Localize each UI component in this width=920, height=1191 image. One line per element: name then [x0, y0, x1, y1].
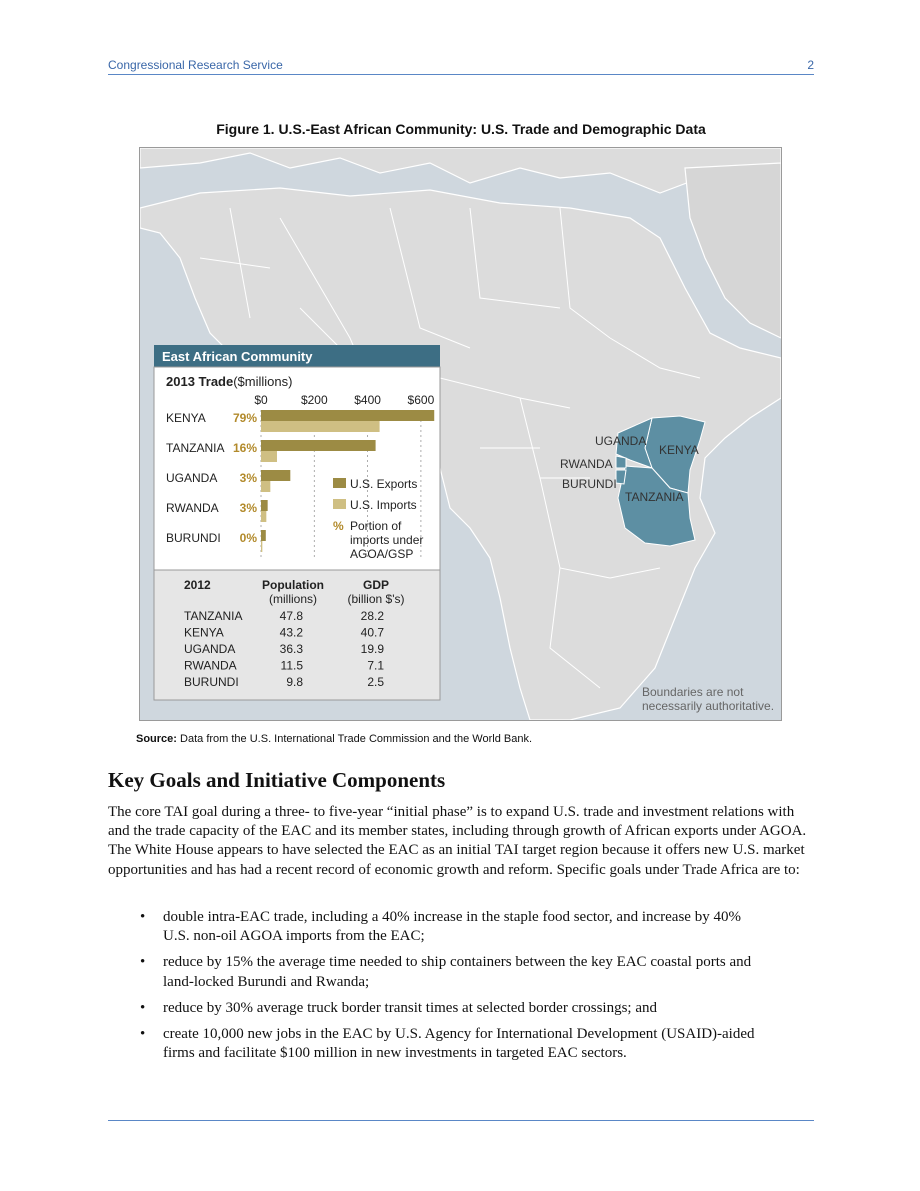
section-paragraph: The core TAI goal during a three- to five-year “initial phase” is to expand U.S. trade and investment relations with and the trade capacity of the EAC and its member states, including through growth of African exports under AGOA. The White House appears to have selected the EAC as an initial TAI target region because it offers new U.S. market opportunities and has had a recent record of economic growth and reform. Specific goals under Trade Africa are to:: [108, 804, 807, 878]
category-label: RWANDA: [166, 501, 219, 515]
map-label-kenya: KENYA: [659, 443, 699, 457]
category-label: TANZANIA: [166, 441, 225, 455]
agoa-share-label: 3%: [239, 471, 257, 485]
header-rule: [108, 74, 814, 75]
panel-title: East African Community: [162, 349, 313, 364]
demo-col1-unit: (millions): [269, 592, 317, 606]
demo-country: KENYA: [184, 625, 224, 640]
demo-gdp: 40.7: [360, 625, 384, 640]
demo-country: BURUNDI: [184, 675, 239, 689]
section-heading: Key Goals and Initiative Components: [108, 768, 446, 792]
bar-imports: [261, 421, 380, 432]
disclaimer-line1: Boundaries are not: [642, 685, 744, 699]
source-text: Data from the U.S. International Trade Commission and the World Bank.: [180, 733, 532, 745]
header-org: Congressional Research Service: [108, 58, 283, 72]
list-item: [108, 908, 763, 946]
legend-pct-line3: AGOA/GSP: [350, 547, 414, 561]
bar-imports: [261, 451, 277, 462]
bullet-text: reduce by 30% average truck border transit times at selected border crossings; and: [163, 999, 657, 1016]
x-tick-label: $200: [300, 393, 328, 407]
bullet-text: reduce by 15% the average time needed to ship containers between the key EAC coastal ports and land-locked Burundi and Rwanda;: [163, 954, 752, 990]
legend-swatch-imports: [333, 499, 346, 509]
demo-col1-title: Population: [262, 578, 324, 592]
list-item: [108, 953, 763, 991]
demo-col2-title: GDP: [362, 578, 390, 592]
trade-title-bold: 2013 Trade: [166, 374, 234, 389]
demo-country: RWANDA: [184, 658, 237, 673]
demo-country: UGANDA: [184, 642, 236, 656]
agoa-share-label: 16%: [232, 441, 257, 455]
disclaimer-line2: necessarily authoritative.: [642, 699, 775, 713]
legend-exports: U.S. Exports: [350, 477, 418, 491]
legend-swatch-exports: [333, 478, 346, 488]
demo-country: TANZANIA: [184, 609, 243, 623]
figure-frame: [139, 147, 782, 721]
trade-title-unit: ($millions): [233, 374, 293, 389]
bar-imports: [261, 511, 266, 522]
bullet-marker: •: [140, 1026, 146, 1043]
legend-pct-symbol: %: [333, 519, 344, 533]
bullet-marker: •: [140, 999, 146, 1016]
legend-imports: U.S. Imports: [350, 498, 417, 512]
agoa-share-label: 3%: [239, 501, 257, 515]
x-tick-label: $0: [254, 393, 268, 407]
demo-gdp: 2.5: [367, 675, 384, 689]
map-label-rwanda: RWANDA: [560, 457, 613, 471]
footer-rule: [108, 1120, 814, 1121]
bar-exports: [261, 500, 268, 511]
demo-pop: 9.8: [286, 675, 303, 689]
demo-pop: 11.5: [280, 658, 303, 673]
category-label: UGANDA: [166, 471, 218, 485]
goals-list: [108, 908, 814, 1070]
bar-exports: [261, 410, 434, 421]
demo-pop: 36.3: [279, 642, 303, 656]
bar-imports: [261, 541, 262, 552]
bar-exports: [261, 440, 376, 451]
page-header: [108, 58, 814, 74]
map-label-tanzania: TANZANIA: [625, 490, 684, 504]
bullet-marker: •: [140, 909, 146, 925]
map-label-burundi: BURUNDI: [562, 477, 617, 491]
list-item: [108, 1025, 763, 1063]
demo-gdp: 28.2: [360, 609, 384, 623]
category-label: BURUNDI: [166, 531, 221, 545]
x-tick-label: $600: [407, 393, 435, 407]
bullet-text: double intra-EAC trade, including a 40% increase in the staple food sector, and increase by 40% U.S. non-oil AGOA imports from the EAC;: [163, 909, 741, 945]
demo-gdp: 7.1: [367, 658, 384, 673]
bar-exports: [261, 470, 290, 481]
bar-exports: [261, 530, 266, 541]
trade-title: [166, 374, 292, 389]
bullet-marker: •: [140, 954, 146, 971]
x-tick-label: $400: [354, 393, 381, 407]
category-label: KENYA: [166, 411, 206, 425]
legend-pct-line1: Portion of: [350, 519, 402, 533]
rwanda-shape: [616, 456, 626, 468]
page-number: 2: [807, 58, 814, 72]
list-item: [108, 999, 763, 1018]
figure-svg: [140, 148, 781, 720]
bullet-text: create 10,000 new jobs in the EAC by U.S. Agency for International Development (USAID)-aided firms and facilitate $100 million in new investments in targeted EAC sectors.: [163, 1026, 755, 1062]
eac-panel: [154, 345, 440, 700]
demo-pop: 47.8: [279, 609, 303, 623]
demo-pop: 43.2: [279, 625, 303, 640]
legend-pct-line2: imports under: [350, 533, 424, 547]
source-label: Source:: [136, 733, 177, 745]
demo-year: 2012: [184, 578, 211, 592]
figure-title: Figure 1. U.S.-East African Community: U.S. Trade and Demographic Data: [216, 121, 706, 137]
figure-source: [136, 733, 532, 745]
agoa-share-label: 79%: [232, 411, 257, 425]
burundi-shape: [616, 470, 626, 484]
bar-imports: [261, 481, 270, 492]
map-label-uganda: UGANDA: [595, 434, 647, 448]
demo-gdp: 19.9: [360, 642, 384, 656]
agoa-share-label: 0%: [239, 531, 257, 545]
demo-col2-unit: (billion $'s): [347, 592, 405, 606]
